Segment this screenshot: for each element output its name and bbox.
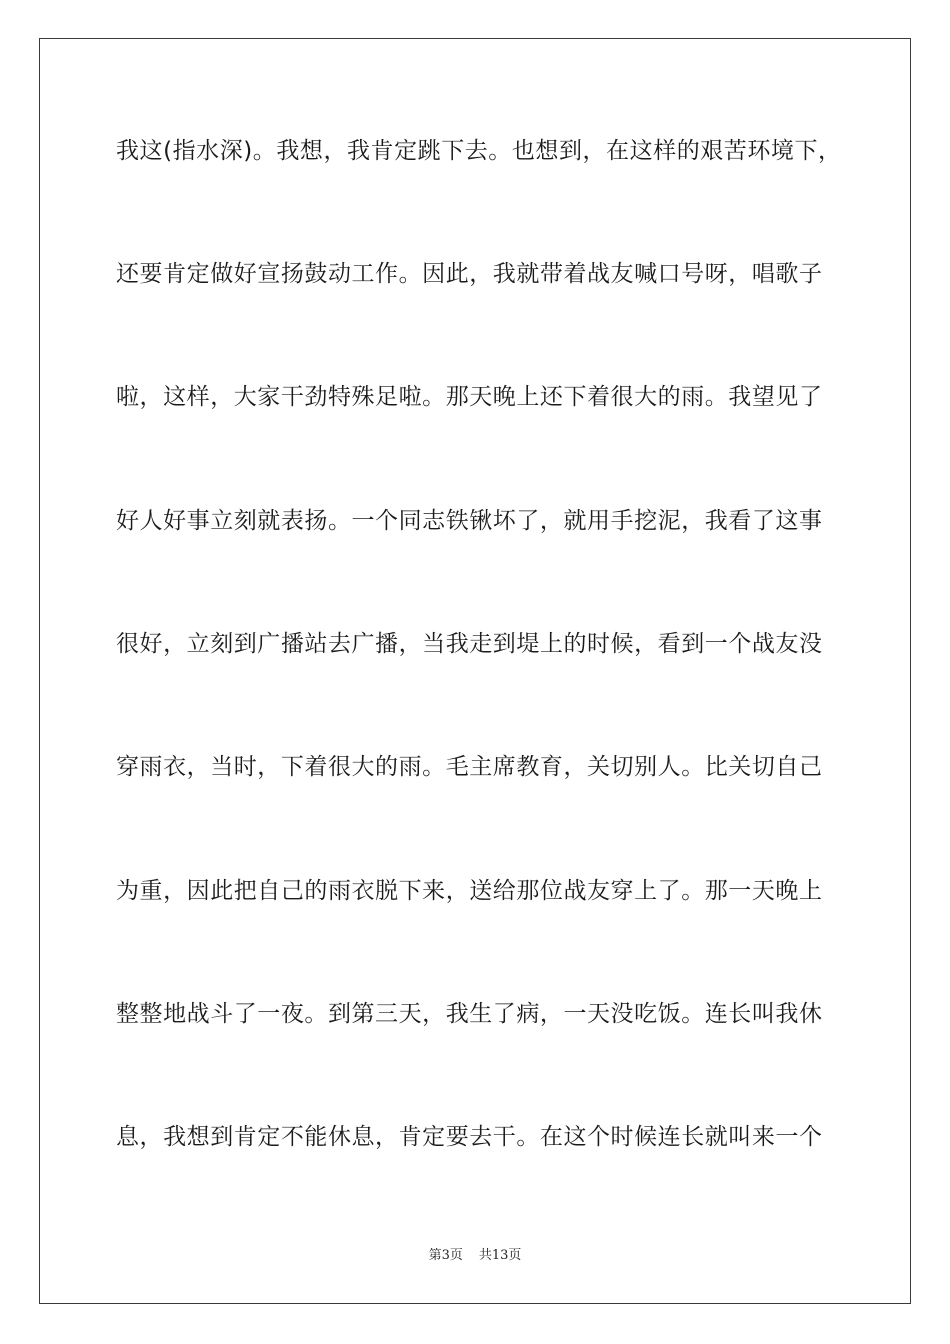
text-line: 好人好事立刻就表扬。一个同志铁锹坏了，就用手挖泥，我看了这事 bbox=[116, 508, 823, 534]
page-total: 共13页 bbox=[478, 1248, 522, 1263]
page-footer bbox=[0, 1247, 950, 1265]
text-line: 整整地战斗了一夜。到第三天，我生了病，一天没吃饭。连长叫我休 bbox=[116, 1001, 823, 1027]
page-border bbox=[39, 38, 911, 1304]
text-line: 息，我想到肯定不能休息，肯定要去干。在这个时候连长就叫来一个 bbox=[116, 1124, 823, 1150]
text-line: 为重，因此把自己的雨衣脱下来，送给那位战友穿上了。那一天晚上 bbox=[116, 878, 823, 904]
text-line: 我这(指水深)。我想，我肯定跳下去。也想到，在这样的艰苦环境下， bbox=[116, 138, 842, 164]
text-line: 穿雨衣，当时，下着很大的雨。毛主席教育，关切别人。比关切自己 bbox=[116, 754, 823, 780]
page-number: 第3页 bbox=[428, 1248, 463, 1263]
text-line: 啦，这样，大家干劲特殊足啦。那天晚上还下着很大的雨。我望见了 bbox=[116, 384, 823, 410]
text-line: 很好，立刻到广播站去广播，当我走到堤上的时候，看到一个战友没 bbox=[116, 631, 823, 657]
text-line: 还要肯定做好宣扬鼓动工作。因此，我就带着战友喊口号呀，唱歌子 bbox=[116, 261, 823, 287]
